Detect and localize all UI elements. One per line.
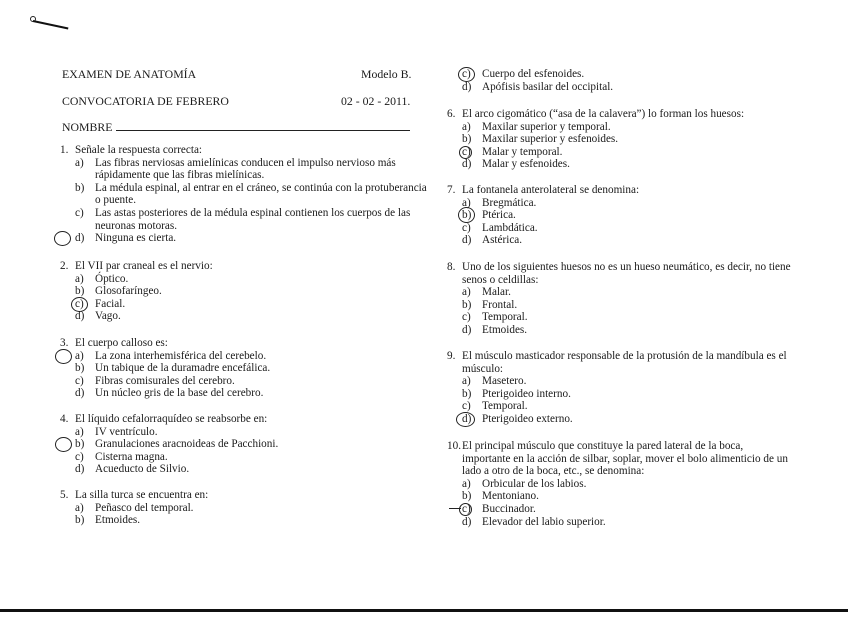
option-text: Un núcleo gris de la base del cerebro. [95, 387, 264, 400]
question-number: 4. [60, 413, 69, 425]
question-stem: 5. La silla turca se encuentra en: [60, 489, 209, 501]
answer-option[interactable] [447, 400, 792, 413]
question-4 [60, 413, 430, 476]
option-letter: d) [462, 234, 472, 247]
question-10 [447, 440, 792, 528]
option-letter: c) [462, 400, 471, 413]
option-letter: a) [75, 349, 84, 362]
option-letter: d) [75, 232, 85, 245]
option-text: La médula espinal, al entrar en el cráneo, se continúa con la protuberancia o puente. [95, 181, 427, 207]
answer-option[interactable] [60, 463, 430, 476]
option-letter: d) [462, 515, 472, 528]
question-number: 2. [60, 260, 69, 272]
answer-option[interactable] [447, 81, 792, 94]
option-letter: b) [75, 362, 85, 375]
answer-option-selected[interactable] [60, 232, 430, 245]
option-text: Malar y esfenoides. [482, 158, 570, 171]
option-letter: a) [75, 156, 84, 169]
question-number: 3. [60, 337, 69, 349]
answer-option[interactable] [60, 207, 430, 232]
option-text: Pterigoideo interno. [482, 387, 571, 400]
answer-option[interactable] [60, 451, 430, 464]
answer-option-selected[interactable] [447, 503, 792, 516]
option-letter: a) [462, 286, 471, 299]
option-text: Masetero. [482, 375, 527, 388]
option-text: Frontal. [482, 298, 518, 311]
option-letter: d) [75, 310, 85, 323]
option-letter: c) [462, 502, 471, 515]
option-text: La zona interhemisférica del cerebelo. [95, 349, 267, 362]
question-number: 1. [60, 144, 69, 156]
answer-option-selected[interactable] [447, 413, 792, 426]
option-letter: a) [75, 425, 84, 438]
option-letter: b) [75, 285, 85, 298]
question-number: 6. [447, 108, 456, 120]
option-letter: b) [462, 490, 472, 503]
option-text: IV ventrículo. [95, 425, 158, 438]
answer-option[interactable] [447, 478, 792, 491]
answer-option[interactable] [60, 426, 430, 439]
option-letter: c) [462, 311, 471, 324]
question-stem: 2. El VII par craneal es el nervio: [60, 260, 213, 272]
question-2 [60, 260, 430, 323]
question-9 [447, 350, 792, 426]
question-number: 10. [447, 440, 461, 452]
option-letter: d) [75, 387, 85, 400]
option-text: Cisterna magna. [95, 450, 168, 463]
answer-option[interactable] [447, 324, 792, 337]
answer-option[interactable] [447, 516, 792, 529]
option-text: Maxilar superior y temporal. [482, 120, 611, 133]
option-letter: a) [75, 272, 84, 285]
option-text: Maxilar superior y esfenoides. [482, 133, 619, 146]
name-blank-line[interactable] [116, 120, 410, 131]
option-letter: a) [75, 501, 84, 514]
option-text: Lambdática. [482, 221, 538, 234]
question-number: 7. [447, 184, 456, 196]
option-letter: b) [462, 209, 472, 222]
answer-option[interactable] [447, 286, 792, 299]
scan-bottom-edge [0, 609, 848, 612]
answer-option-selected[interactable] [447, 68, 792, 81]
answer-option[interactable] [60, 273, 430, 286]
question-stem: 4. El líquido cefalorraquídeo se reabsorbe en: [60, 413, 268, 425]
option-letter: b) [75, 514, 85, 527]
answer-option-selected[interactable] [60, 298, 430, 311]
answer-option[interactable] [60, 387, 430, 400]
pen-arrow-mark [449, 508, 461, 509]
option-letter: c) [75, 297, 84, 310]
option-letter: d) [462, 323, 472, 336]
option-letter: b) [462, 133, 472, 146]
option-letter: b) [75, 438, 85, 451]
option-letter: b) [462, 387, 472, 400]
option-text: Glosofaríngeo. [95, 285, 162, 298]
option-letter: c) [75, 374, 84, 387]
option-letter: d) [462, 158, 472, 171]
answer-option[interactable] [447, 222, 792, 235]
answer-option[interactable] [60, 362, 430, 375]
answer-option[interactable] [447, 311, 792, 324]
option-letter: d) [75, 463, 85, 476]
option-letter: d) [462, 80, 472, 93]
option-text: Acueducto de Silvio. [95, 463, 190, 476]
exam-model: Modelo B. [361, 67, 412, 81]
option-text: Ptérica. [482, 209, 516, 222]
option-letter: a) [462, 196, 471, 209]
question-3 [60, 337, 430, 400]
question-stem: 3. El cuerpo calloso es: [60, 337, 168, 349]
option-letter: c) [75, 206, 84, 219]
name-field[interactable] [62, 120, 410, 134]
option-text: Peñasco del temporal. [95, 501, 194, 514]
option-text: Vago. [95, 310, 121, 323]
option-letter: c) [462, 145, 471, 158]
option-text: Malar y temporal. [482, 145, 563, 158]
question-1 [60, 144, 430, 245]
question-stem: 7. La fontanela anterolateral se denomina: [447, 184, 640, 196]
question-7 [447, 184, 792, 247]
question-number: 9. [447, 350, 456, 362]
exam-title: EXAMEN DE ANATOMÍA [62, 67, 197, 81]
option-letter: b) [75, 181, 85, 194]
answer-option[interactable] [447, 490, 792, 503]
question-5 [60, 489, 430, 527]
option-text: Mentoniano. [482, 490, 539, 503]
option-letter: b) [462, 298, 472, 311]
option-letter: a) [462, 477, 471, 490]
answer-option-selected[interactable] [60, 438, 430, 451]
option-letter: a) [462, 120, 471, 133]
option-text: Temporal. [482, 311, 528, 324]
answer-option[interactable] [60, 182, 430, 207]
answer-option-selected[interactable] [447, 146, 792, 159]
answer-option[interactable] [60, 502, 430, 515]
answer-circle-mark [54, 231, 71, 246]
exam-session: CONVOCATORIA DE FEBRERO [62, 94, 229, 108]
answer-option[interactable] [447, 121, 792, 134]
option-text: Malar. [482, 286, 511, 299]
answer-option[interactable] [447, 234, 792, 247]
answer-option-selected[interactable] [447, 209, 792, 222]
answer-option[interactable] [60, 157, 430, 182]
option-text: Buccinador. [482, 502, 536, 515]
question-number: 5. [60, 489, 69, 501]
option-text: Granulaciones aracnoideas de Pacchioni. [95, 438, 279, 451]
option-letter: c) [462, 221, 471, 234]
answer-option[interactable] [447, 375, 792, 388]
option-text: Astérica. [482, 234, 523, 247]
option-text: Las astas posteriores de la médula espinal contienen los cuerpos de las neuronas motoras. [95, 206, 411, 232]
option-text: Elevador del labio superior. [482, 515, 606, 528]
question-stem: 9. El músculo masticador responsable de la protusión de la mandíbula es el músculo: [447, 350, 787, 375]
option-text: Ninguna es cierta. [95, 232, 177, 245]
option-text: Cuerpo del esfenoides. [482, 68, 585, 80]
answer-option[interactable] [447, 158, 792, 171]
option-letter: c) [75, 450, 84, 463]
answer-option[interactable] [447, 388, 792, 401]
option-letter: d) [462, 412, 472, 425]
answer-option-selected[interactable] [60, 350, 430, 363]
answer-option[interactable] [447, 133, 792, 146]
question-number: 8. [447, 261, 456, 273]
question-5-continued [447, 68, 792, 93]
option-text: Óptico. [95, 272, 129, 285]
question-stem: 8. Uno de los siguientes huesos no es un hueso neumático, es decir, no tiene senos o celdillas: [447, 261, 791, 286]
name-label: NOMBRE [62, 120, 113, 134]
option-text: Facial. [95, 297, 126, 310]
question-stem: 1. Señale la respuesta correcta: [60, 144, 203, 156]
answer-option[interactable] [447, 197, 792, 210]
answer-option[interactable] [447, 299, 792, 312]
option-text: Fibras comisurales del cerebro. [95, 374, 235, 387]
answer-option[interactable] [60, 310, 430, 323]
question-stem: 6. El arco cigomático (“asa de la calavera”) lo forman los huesos: [447, 108, 745, 120]
option-letter: c) [462, 68, 471, 80]
option-text: Bregmática. [482, 196, 537, 209]
question-8 [447, 261, 792, 337]
answer-option[interactable] [60, 285, 430, 298]
answer-option[interactable] [60, 514, 430, 527]
option-text: Apófisis basilar del occipital. [482, 80, 614, 93]
option-text: Pterigoideo externo. [482, 412, 573, 425]
option-text: Etmoides. [482, 323, 528, 336]
answer-option[interactable] [60, 375, 430, 388]
option-text: Un tabique de la duramadre encefálica. [95, 362, 271, 375]
option-text: Temporal. [482, 400, 528, 413]
question-6 [447, 108, 792, 171]
option-letter: a) [462, 375, 471, 388]
option-text: Las fibras nerviosas amielínicas conducen el impulso nervioso más rápidamente que las fibras mielínicas. [95, 156, 396, 182]
pen-stroke-mark [33, 20, 69, 29]
option-text: Etmoides. [95, 514, 141, 527]
question-stem: 10. El principal músculo que constituye la pared lateral de la boca, importante en la acción de silbar, soplar, mover el bolo alimenticio de un lado a otro de la boca, etc., se denomina: [447, 440, 788, 478]
exam-date: 02 - 02 - 2011. [341, 94, 411, 108]
option-text: Orbicular de los labios. [482, 477, 587, 490]
